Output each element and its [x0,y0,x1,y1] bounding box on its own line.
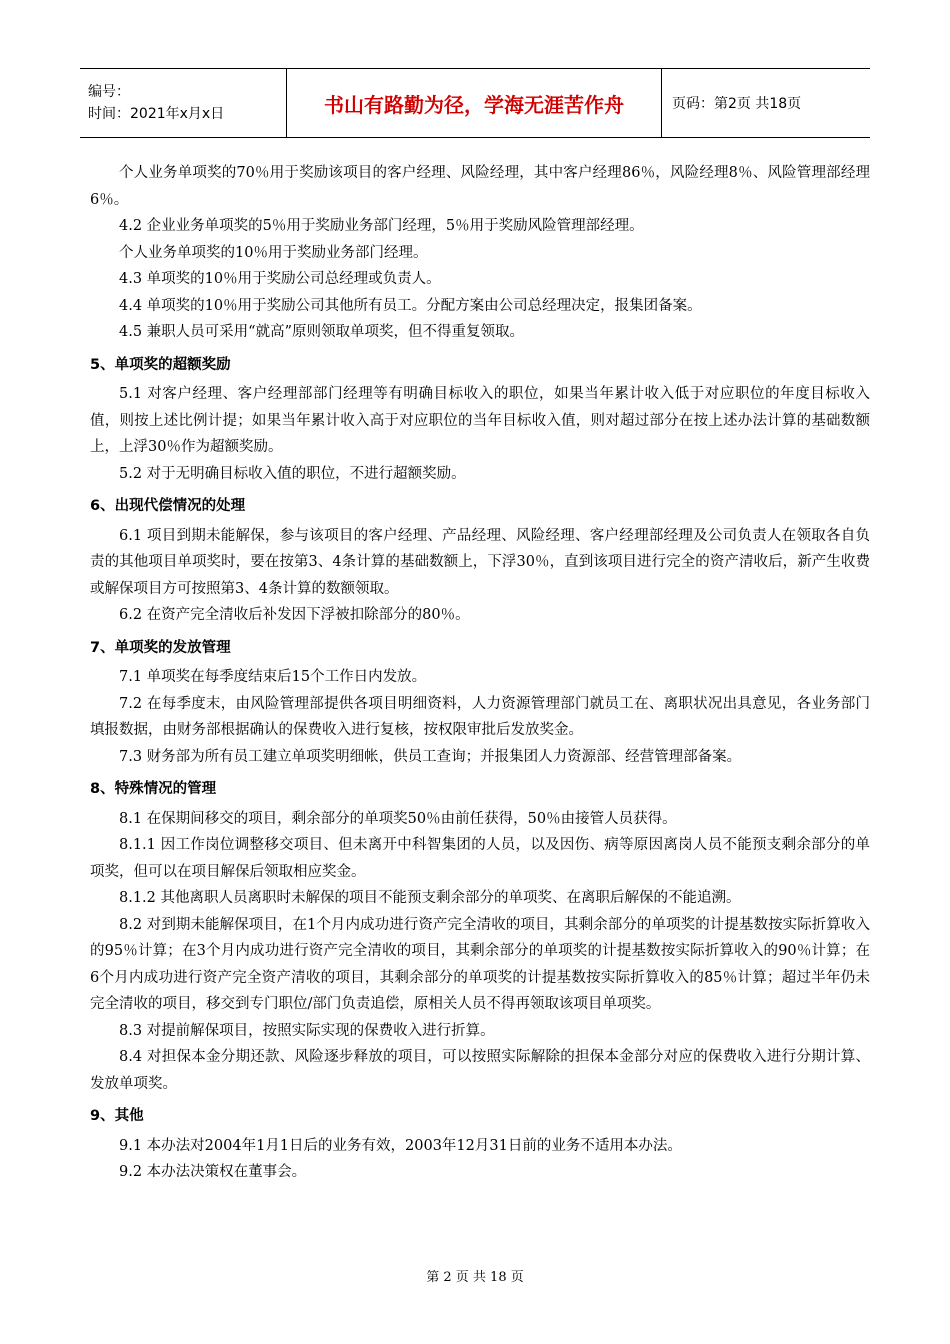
paragraph: 9.1 本办法对2004年1月1日后的业务有效，2003年12月31日前的业务不适用本办法。 [119,1137,682,1154]
section-heading: 8、特殊情况的管理 [90,781,217,797]
paragraph: 7.3 财务部为所有员工建立单项奖明细帐，供员工查询；并报集团人力资源部、经营管理部备案。 [119,748,742,765]
paragraph: 个人业务单项奖的70％用于奖励该项目的客户经理、风险经理，其中客户经理86％，风险经理8％、风险管理部经理6％。 [90,165,870,208]
paragraph: 4.5 兼职人员可采用“就高”原则领取单项奖，但不得重复领取。 [119,324,524,340]
header-meta [80,69,287,137]
paragraph: 8.4 对担保本金分期还款、风险逐步释放的项目，可以按照实际解除的担保本金部分对应的保费收入进行分期计算、发放单项奖。 [90,1049,870,1092]
paragraph: 6.1 项目到期未能解保，参与该项目的客户经理、产品经理、风险经理、客户经理部经理及公司负责人在领取各自负责的其他项目单项奖时，要在按第3、4条计算的基础数额上，下浮30％，直到该项目进行完全的资产清收后，新产生收费或解保项目方可按照第3、4条计算的数额领取。 [90,527,870,597]
document-number-label: 编号： [88,84,130,100]
paragraph: 8.1.2 其他离职人员离职时未解保的项目不能预支剩余部分的单项奖、在离职后解保的不能追溯。 [119,890,741,906]
header-motto: 书山有路勤为径，学海无涯苦作舟 [287,69,662,137]
paragraph: 8.2 对到期未能解保项目，在1个月内成功进行资产完全清收的项目，其剩余部分的单项奖的计提基数按实际折算收入的95％计算；在3个月内成功进行资产完全清收的项目，其剩余部分的单项奖的计提基数按实际折算收入的90％计算；在6个月内成功进行资产完全资产清收的项目，其剩余部分的单项奖的计提基数按实际折算收入的85％计算；超过半年仍未完全清收的项目，移交到专门职位/部门负责追偿，原相关人员不得再领取该项目单项奖。 [90,916,870,1012]
paragraph: 5.1 对客户经理、客户经理部部门经理等有明确目标收入的职位，如果当年累计收入低于对应职位的年度目标收入值，则按上述比例计提；如果当年累计收入高于对应职位的当年目标收入值，则对超过部分在按上述办法计算的基础数额上，上浮30％作为超额奖励。 [90,386,870,455]
header-page-info: 页码：第2页 共18页 [672,96,802,112]
paragraph: 5.2 对于无明确目标收入值的职位，不进行超额奖励。 [119,465,466,482]
paragraph: 9.2 本办法决策权在董事会。 [119,1164,307,1180]
page-footer: 第 2 页 共 18 页 [426,1270,524,1285]
paragraph: 7.1 单项奖在每季度结束后15个工作日内发放。 [119,669,427,685]
paragraph: 4.2 企业业务单项奖的5％用于奖励业务部门经理，5％用于奖励风险管理部经理。 [119,218,644,234]
page-header [80,68,870,138]
section-heading: 9、其他 [90,1108,144,1124]
paragraph: 8.1 在保期间移交的项目，剩余部分的单项奖50％由前任获得，50％由接管人员获得。 [119,810,677,827]
paragraph: 个人业务单项奖的10％用于奖励业务部门经理。 [119,244,428,261]
section-heading: 5、单项奖的超额奖励 [90,356,231,373]
section-heading: 6、出现代偿情况的处理 [90,498,246,514]
paragraph: 8.3 对提前解保项目，按照实际实现的保费收入进行折算。 [119,1022,495,1039]
paragraph: 8.1.1 因工作岗位调整移交项目、但未离开中科智集团的人员，以及因伤、病等原因离岗人员不能预支剩余部分的单项奖，但可以在项目解保后领取相应奖金。 [90,837,870,880]
section-heading: 7、单项奖的发放管理 [90,639,231,656]
paragraph: 4.4 单项奖的10％用于奖励公司其他所有员工。分配方案由公司总经理决定，报集团备案。 [119,297,702,314]
document-body [90,160,870,1186]
paragraph: 7.2 在每季度末，由风险管理部提供各项目明细资料，人力资源管理部门就员工在、离职状况出具意见，各业务部门填报数据，由财务部根据确认的保费收入进行复核，按权限审批后发放奖金。 [90,695,870,738]
paragraph: 6.2 在资产完全清收后补发因下浮被扣除部分的80％。 [119,607,470,623]
paragraph: 4.3 单项奖的10％用于奖励公司总经理或负责人。 [119,271,441,287]
document-date: 时间：2021年x月x日 [88,106,225,122]
